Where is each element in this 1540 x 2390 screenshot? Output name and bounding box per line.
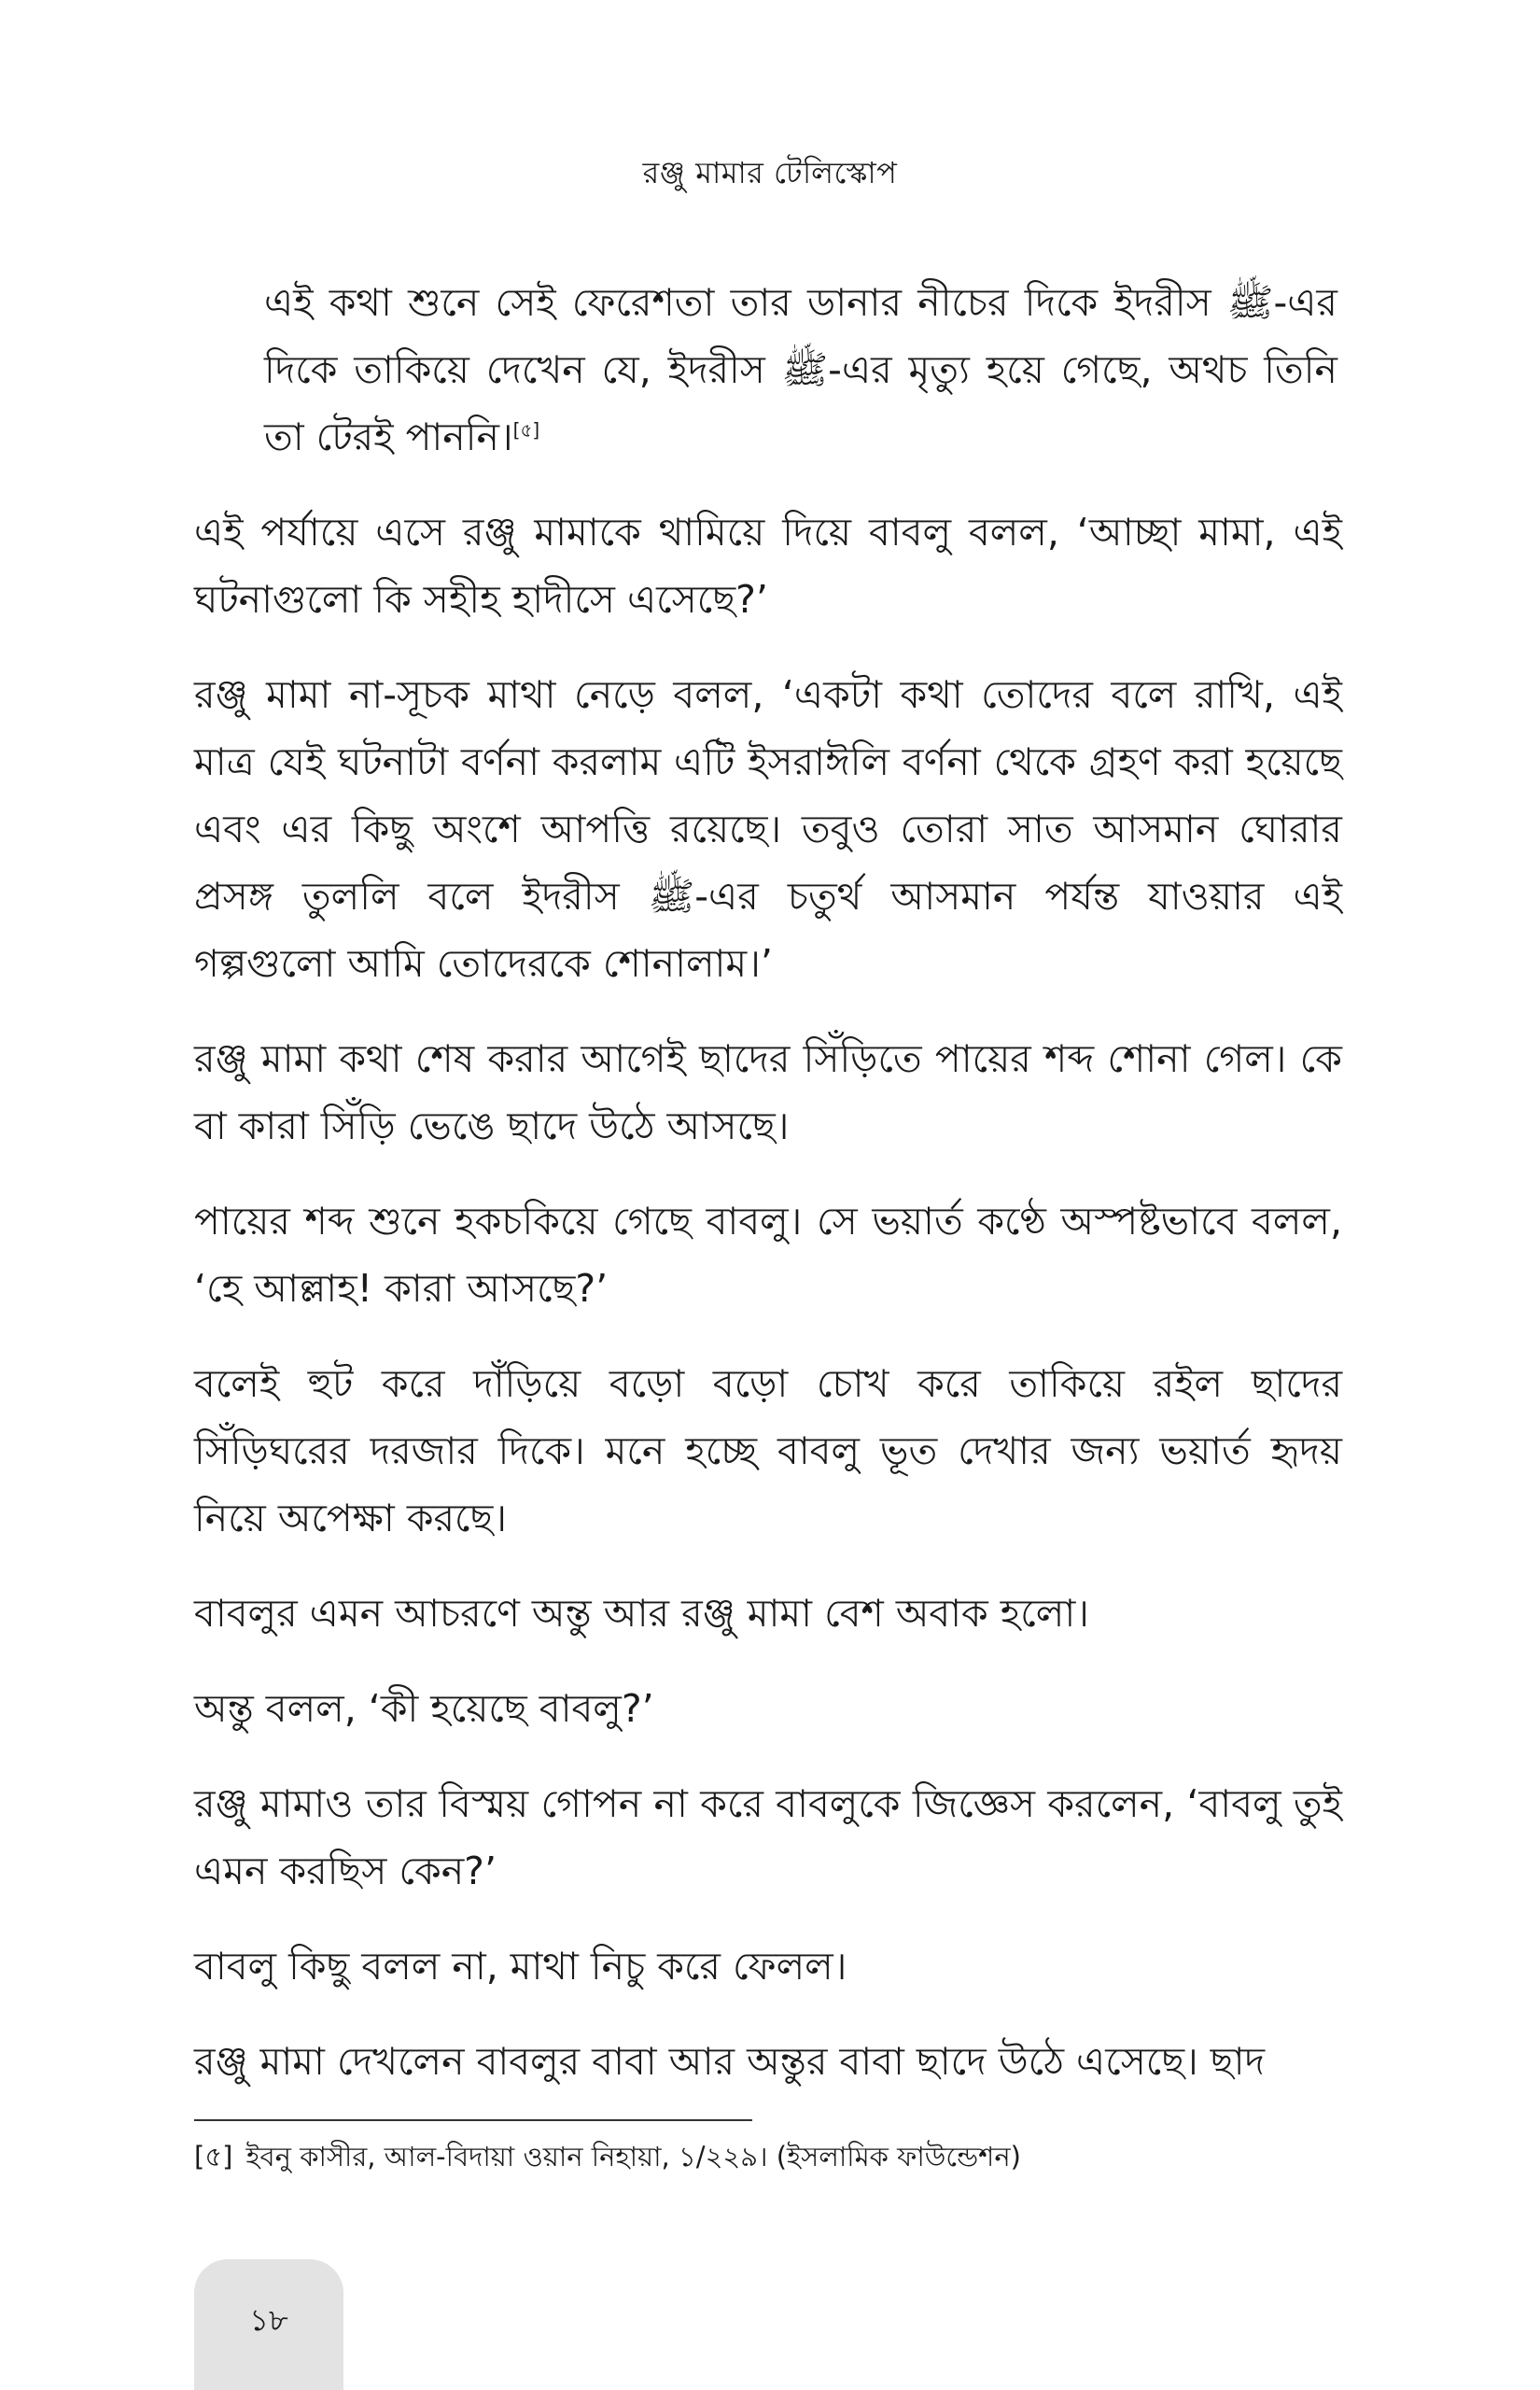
paragraph: অন্তু বলল, ‘কী হয়েছে বাবলু?’ xyxy=(194,1686,654,1731)
paragraph-text: এই কথা শুনে সেই ফেরেশতা তার ডানার নীচের দিকে ইদরীস ﷺ-এর দিকে তাকিয়ে দেখেন যে, ইদরীস ﷺ-এর মৃত্যু হয়ে গেছে, অথচ তিনি তা টেরই পাননি। xyxy=(264,280,1337,459)
paragraph: বাবলু কিছু বলল না, মাথা নিচু করে ফেলল। xyxy=(194,1944,847,1989)
paragraph: রঞ্জু মামা না-সূচক মাথা নেড়ে বলল, ‘একটা কথা তোদের বলে রাখি, এই মাত্র যেই ঘটনাটা বর্ণনা করলাম এটি ইসরাঈলি বর্ণনা থেকে গ্রহণ করা হয়েছে এবং এর কিছু অংশে আপত্তি রয়েছে। তবুও তোরা সাত আসমান ঘোরার প্রসঙ্গ তুললি বলে ইদরীস ﷺ-এর চতুর্থ আসমান পর্যন্ত যাওয়ার এই গল্পগুলো আমি তোদেরকে শোনালাম।’ xyxy=(194,672,1342,986)
paragraph: রঞ্জু মামা কথা শেষ করার আগেই ছাদের সিঁড়িতে পায়ের শব্দ শোনা গেল। কে বা কারা সিঁড়ি ভেঙে ছাদে উঠে আসছে। xyxy=(194,1036,1342,1148)
page-number: ১৮ xyxy=(249,2302,288,2338)
page-number-tab xyxy=(194,2259,343,2390)
footnote-number: [৫] xyxy=(194,2141,233,2172)
paragraph: বলেই হুট করে দাঁড়িয়ে বড়ো বড়ো চোখ করে তাকিয়ে রইল ছাদের সিঁড়িঘরের দরজার দিকে। মনে হচ্ছে বাবলু ভূত দেখার জন্য ভয়ার্ত হৃদয় নিয়ে অপেক্ষা করছে। xyxy=(194,1361,1342,1540)
footnote-reference[interactable]: [৫] xyxy=(512,418,540,442)
body-text xyxy=(194,269,1342,2095)
paragraph: পায়ের শব্দ শুনে হকচকিয়ে গেছে বাবলু। সে ভয়ার্ত কণ্ঠে অস্পষ্টভাবে বলল, ‘হে আল্লাহ! কারা আসছে?’ xyxy=(194,1199,1342,1311)
paragraph: রঞ্জু মামা দেখলেন বাবলুর বাবা আর অন্তুর বাবা ছাদে উঠে এসেছে। ছাদ xyxy=(194,2039,1266,2084)
paragraph: বাবলুর এমন আচরণে অন্তু আর রঞ্জু মামা বেশ অবাক হলো। xyxy=(194,1591,1089,1636)
paragraph-quote xyxy=(264,269,1337,471)
footnote-text: ইবনু কাসীর, আল-বিদায়া ওয়ান নিহায়া, ১/২২৯। (ইসলামিক ফাউন্ডেশন) xyxy=(245,2141,1021,2172)
footnote-divider xyxy=(194,2119,752,2121)
running-header: রঞ্জু মামার টেলিস্কোপ xyxy=(642,155,898,190)
footnote xyxy=(194,2138,1342,2175)
paragraph: রঞ্জু মামাও তার বিস্ময় গোপন না করে বাবলুকে জিজ্ঞেস করলেন, ‘বাবলু তুই এমন করছিস কেন?’ xyxy=(194,1781,1342,1893)
paragraph: এই পর্যায়ে এসে রঞ্জু মামাকে থামিয়ে দিয়ে বাবলু বলল, ‘আচ্ছা মামা, এই ঘটনাগুলো কি সহীহ হাদীসে এসেছে?’ xyxy=(194,510,1342,622)
